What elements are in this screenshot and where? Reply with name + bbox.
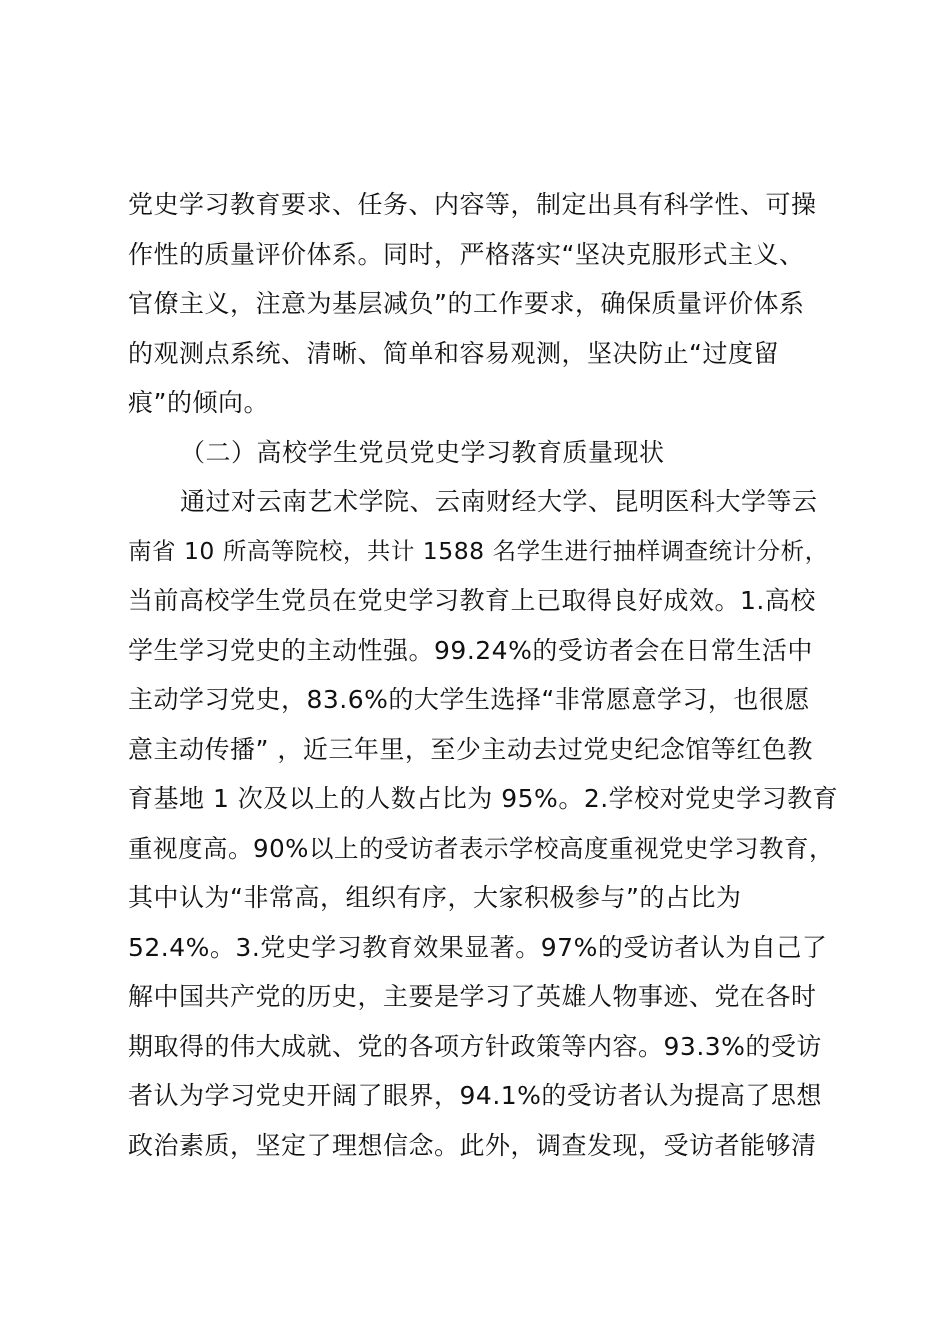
text-line: 南省 10 所高等院校，共计 1588 名学生进行抽样调查统计分析， — [128, 536, 829, 565]
text-line: 育基地 1 次及以上的人数占比为 95%。2.学校对党史学习教育 — [128, 784, 839, 813]
text-line: 作性的质量评价体系。同时，严格落实“坚决克服形式主义、 — [128, 239, 805, 269]
text-line: 党史学习教育要求、任务、内容等，制定出具有科学性、可操 — [128, 190, 817, 219]
section-heading: （二）高校学生党员党史学习教育质量现状 — [180, 437, 665, 467]
text-line: 学生学习党史的主动性强。99.24%的受访者会在日常生活中 — [128, 635, 813, 665]
paragraph-first-line: 通过对云南艺术学院、云南财经大学、昆明医科大学等云 — [180, 487, 818, 516]
text-line: 其中认为“非常高，组织有序，大家积极参与”的占比为 — [128, 883, 742, 912]
body-text — [128, 180, 838, 1170]
text-line: 52.4%。3.党史学习教育效果显著。97%的受访者认为自己了 — [128, 932, 828, 962]
text-line: 者认为学习党史开阔了眼界，94.1%的受访者认为提高了思想 — [128, 1081, 822, 1110]
text-line: 意主动传播” ，近三年里，至少主动去过党史纪念馆等红色教 — [128, 734, 813, 764]
text-line: 期取得的伟大成就、党的各项方针政策等内容。93.3%的受访 — [128, 1031, 822, 1061]
text-line: 重视度高。90%以上的受访者表示学校高度重视党史学习教育， — [128, 833, 834, 863]
text-line: 主动学习党史，83.6%的大学生选择“非常愿意学习，也很愿 — [128, 685, 810, 714]
text-line: 政治素质，坚定了理想信念。此外，调查发现，受访者能够清 — [128, 1130, 817, 1160]
text-line: 解中国共产党的历史，主要是学习了英雄人物事迹、党在各时 — [128, 982, 817, 1011]
text-line: 痕”的倾向。 — [128, 388, 269, 417]
text-line: 当前高校学生党员在党史学习教育上已取得良好成效。1.高校 — [128, 586, 816, 615]
text-line: 官僚主义，注意为基层减负”的工作要求，确保质量评价体系 — [128, 289, 805, 318]
text-line: 的观测点系统、清晰、简单和容易观测，坚决防止“过度留 — [128, 338, 779, 368]
